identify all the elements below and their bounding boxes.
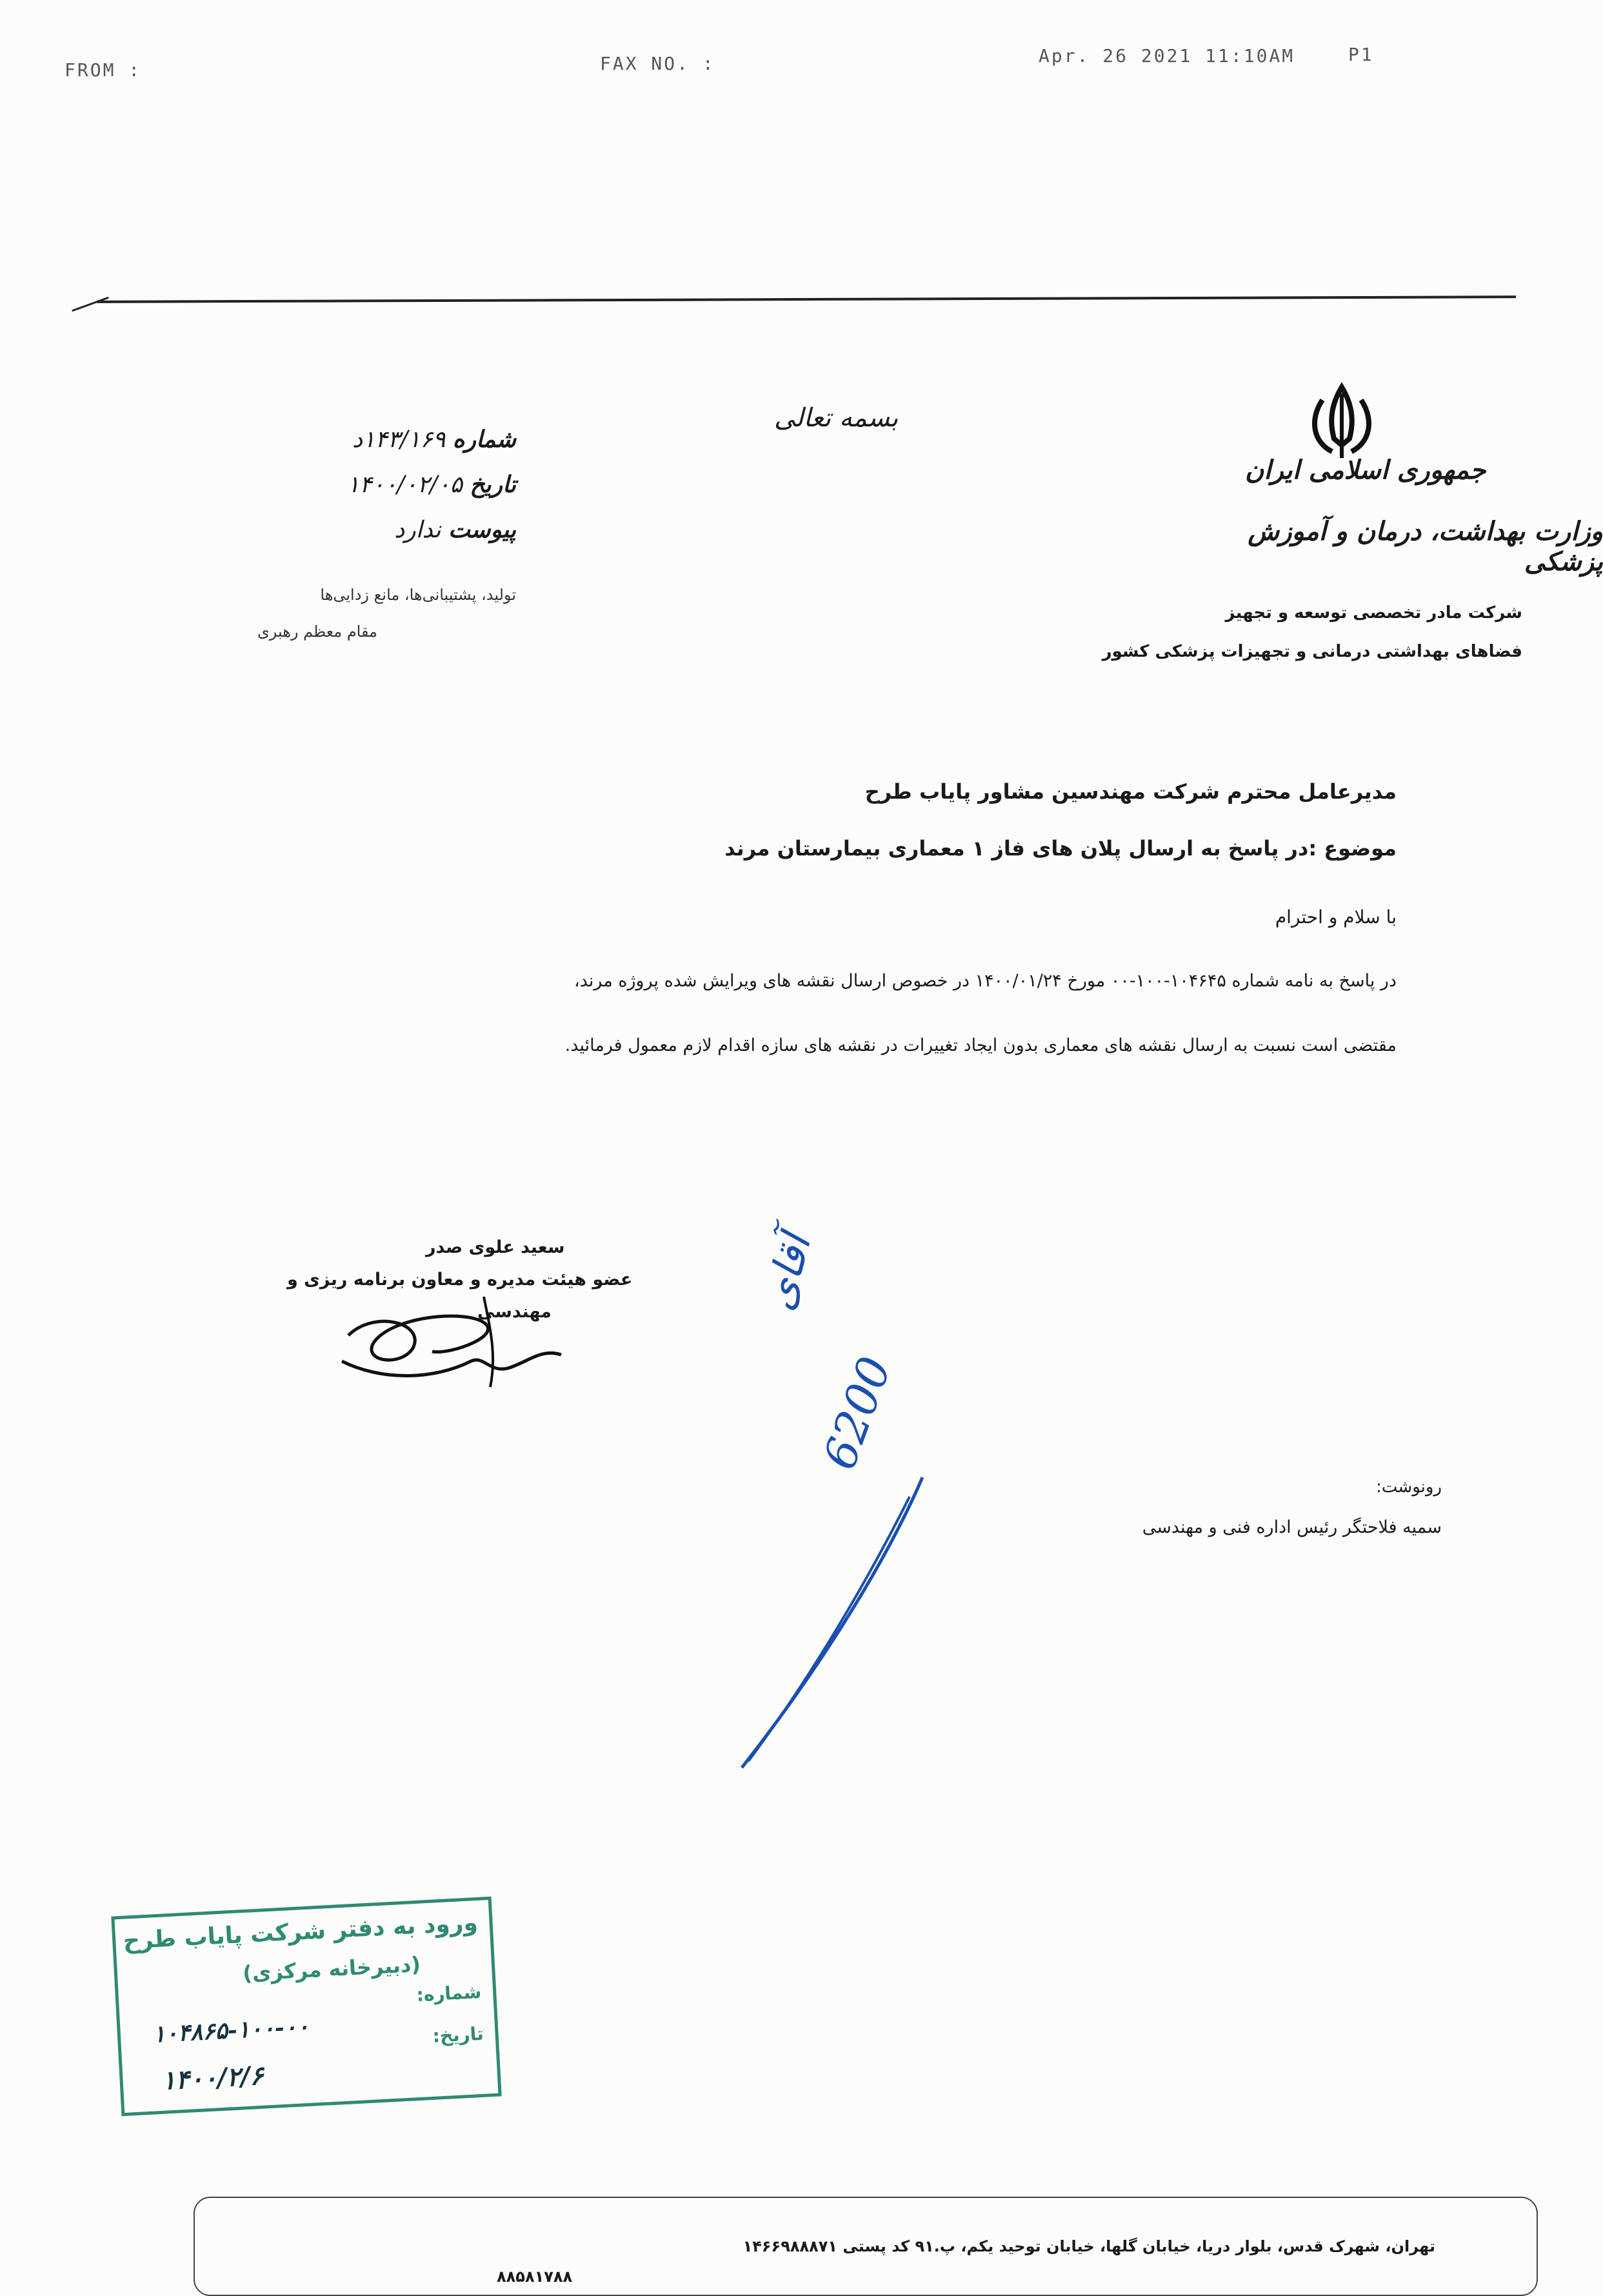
reference-date bbox=[245, 471, 516, 498]
letter-subject: موضوع :در پاسخ به ارسال پلان های فاز ۱ معماری بیمارستان مرند bbox=[724, 836, 1397, 861]
slogan-line2: مقام معظم رهبری bbox=[257, 623, 377, 641]
top-divider bbox=[97, 295, 1516, 303]
cc-label: رونوشت: bbox=[1376, 1477, 1442, 1497]
signatory-title-line1: عضو هیئت مدیره و معاون برنامه ریزی و bbox=[287, 1270, 633, 1290]
letter-body-line2: مقتضی است نسبت به ارسال نقشه های معماری بدون ایجاد تغییرات در نقشه های سازه اقدام لازم معمول فرمائید. bbox=[564, 1035, 1397, 1055]
reference-date-label: تاریخ bbox=[470, 471, 516, 498]
reference-attachment-label: پیوست bbox=[448, 516, 516, 543]
handwritten-note-line1: آقای bbox=[755, 1230, 821, 1316]
slogan-line1: تولید، پشتیبانی‌ها، مانع زدایی‌ها bbox=[320, 586, 516, 604]
received-stamp bbox=[111, 1897, 501, 2116]
letter-body-line1: در پاسخ به نامه شماره ۱۰۴۶۴۵-۱۰۰-۰۰ مورخ ۱۴۰۰/۰۱/۲۴ در خصوص ارسال نقشه های ویرایش شده پروژه مرند، bbox=[574, 971, 1397, 991]
letterhead-country: جمهوری اسلامی ایران bbox=[1245, 455, 1486, 485]
handwritten-stroke bbox=[735, 1471, 929, 1774]
signatory-title-line2: مهندسی bbox=[477, 1302, 552, 1322]
received-stamp-title: ورود به دفتر شرکت پایاب طرح bbox=[122, 1909, 479, 1955]
footer-address: تهران، شهرک قدس، بلوار دریا، خیابان گلها، خیابان توحید یکم، پ.۹۱ کد پستی ۱۴۶۶۹۸۸۸۷۱ bbox=[742, 2237, 1435, 2255]
handwritten-note-line2: 6200 bbox=[813, 1350, 902, 1477]
letter-addressee: مدیرعامل محترم شرکت مهندسین مشاور پایاب طرح bbox=[864, 779, 1397, 804]
reference-attachment-value: ندارد bbox=[394, 517, 441, 543]
reference-number bbox=[245, 426, 516, 453]
signatory-name: سعید علوی صدر bbox=[426, 1237, 565, 1257]
reference-attachment bbox=[245, 516, 516, 543]
letterhead-company-line2: فضاهای بهداشتی درمانی و تجهیزات پزشکی کشور bbox=[1102, 642, 1522, 661]
reference-number-label: شماره bbox=[452, 426, 516, 453]
received-stamp-subtitle: (دبیرخانه مرکزی) bbox=[242, 1952, 421, 1986]
received-stamp-number-value: ۱۰۴۸۶۵-۱۰۰-۰۰ bbox=[152, 2012, 310, 2048]
cc-recipient: سمیه فلاحتگر رئیس اداره فنی و مهندسی bbox=[1142, 1517, 1442, 1537]
received-stamp-number-label: شماره: bbox=[415, 1981, 483, 2006]
letterhead-company-line1: شرکت مادر تخصصی توسعه و تجهیز bbox=[1225, 603, 1522, 623]
received-stamp-date-label: تاریخ: bbox=[432, 2022, 484, 2047]
letter-greeting: با سلام و احترام bbox=[1275, 906, 1397, 928]
signature-scribble bbox=[335, 1284, 568, 1393]
fax-page: P1 bbox=[1348, 44, 1374, 65]
reference-number-value: ۱۴۳/۱۶۹د bbox=[352, 426, 446, 453]
footer-phone: ۸۸۵۸۱۷۸۸ bbox=[497, 2268, 573, 2286]
iran-emblem-icon bbox=[1303, 381, 1380, 464]
top-divider-mark bbox=[72, 297, 108, 312]
fax-datetime: Apr. 26 2021 11:10AM bbox=[1039, 45, 1295, 66]
fax-from: FROM : bbox=[65, 59, 142, 81]
received-stamp-date-value: ۱۴۰۰/۲/۶ bbox=[161, 2060, 264, 2096]
letterhead-ministry: وزارت بهداشت، درمان و آموزش پزشکی bbox=[1248, 516, 1603, 577]
reference-date-value: ۱۴۰۰/۰۲/۰۵ bbox=[346, 472, 463, 498]
invocation: بسمه تعالی bbox=[774, 403, 899, 433]
fax-number-label: FAX NO. : bbox=[600, 53, 715, 74]
